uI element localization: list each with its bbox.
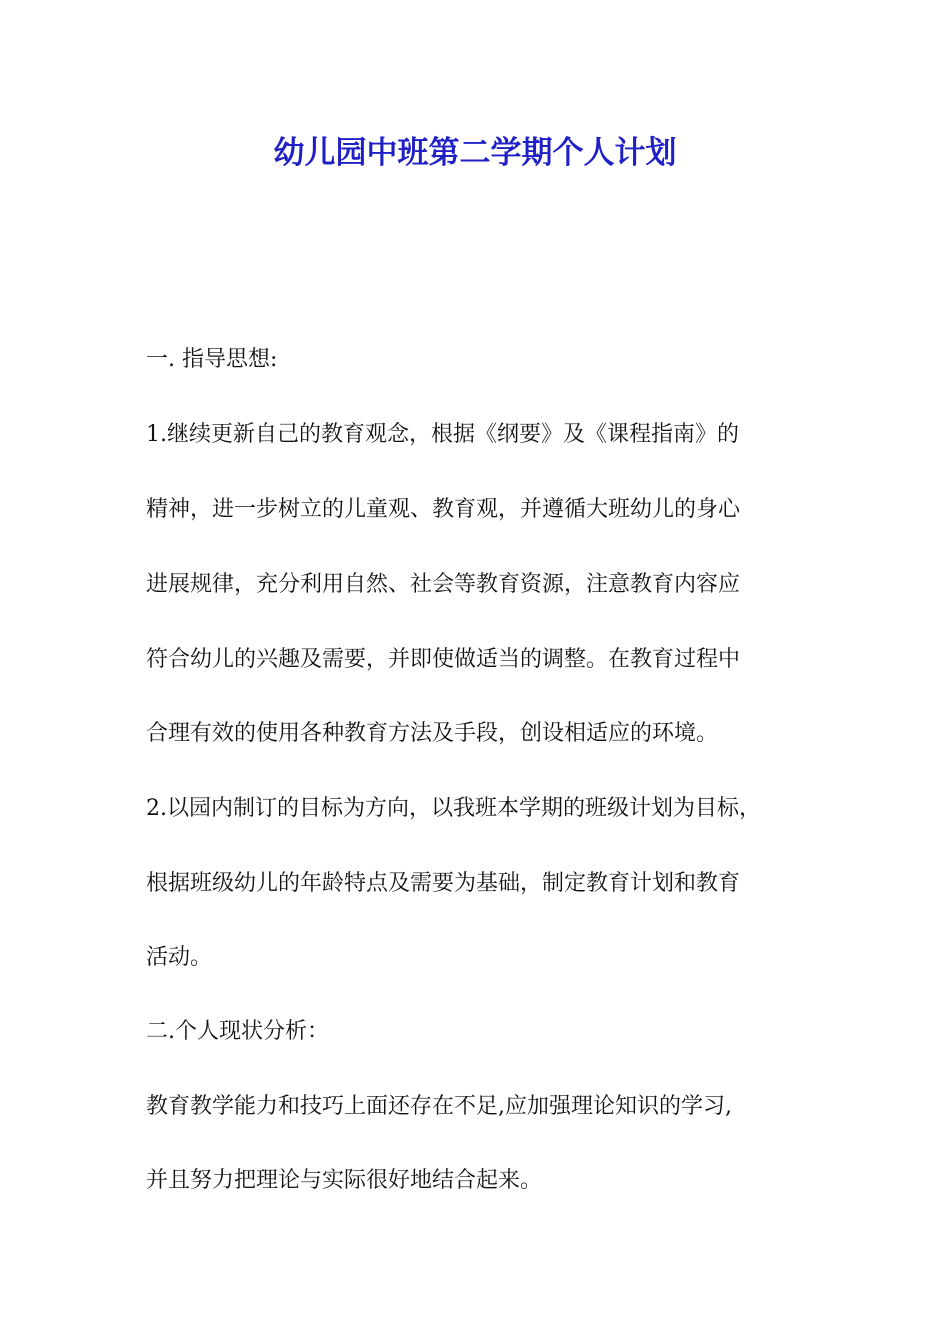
paragraph-line: 活动。 xyxy=(146,945,213,970)
paragraph-line: 教育教学能力和技巧上面还存在不足,应加强理论知识的学习, xyxy=(146,1094,732,1119)
document-title: 幼儿园中班第二学期个人计划 xyxy=(273,135,677,171)
section-heading-guiding-thought: 一. 指导思想: xyxy=(146,347,278,372)
paragraph-line: 进展规律，充分利用自然、社会等教育资源，注意教育内容应 xyxy=(146,572,741,597)
paragraph-line: 并且努力把理论与实际很好地结合起来。 xyxy=(146,1168,543,1193)
paragraph-line: 根据班级幼儿的年龄特点及需要为基础，制定教育计划和教育 xyxy=(146,871,741,896)
paragraph-line: 符合幼儿的兴趣及需要，并即使做适当的调整。在教育过程中 xyxy=(146,647,741,672)
paragraph-line: 精神，进一步树立的儿童观、教育观，并遵循大班幼儿的身心 xyxy=(146,497,741,522)
paragraph-line: 合理有效的使用各种教育方法及手段，创设相适应的环境。 xyxy=(146,721,719,746)
paragraph-line: 1.继续更新自己的教育观念，根据《纲要》及《课程指南》的 xyxy=(146,422,739,447)
paragraph-line: 2.以园内制订的目标为方向，以我班本学期的班级计划为目标， xyxy=(146,796,761,821)
section-heading-personal-analysis: 二.个人现状分析： xyxy=(146,1019,329,1044)
